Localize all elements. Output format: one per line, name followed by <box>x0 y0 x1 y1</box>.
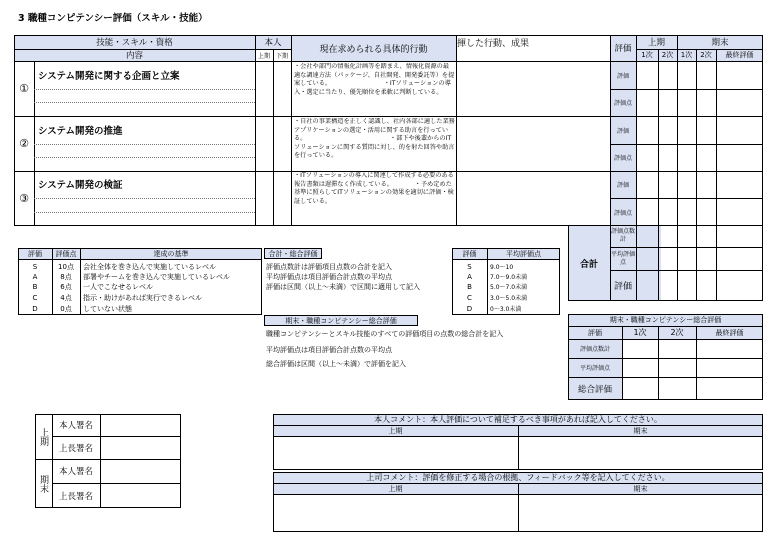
criteria-standard: 一人でこなせるレベル <box>83 282 153 291</box>
total-label: 合計 <box>579 259 598 270</box>
row-number: ② <box>19 137 29 150</box>
overall-title: 期末・職種コンピテンシー総合評価 <box>609 316 722 324</box>
self-comment-title: 本人コメント：本人評価について補足するべき事項があれば記入してください。 <box>374 415 662 424</box>
scale-header-eval: 評価 <box>462 249 477 258</box>
scale-header-avg: 平均評価点 <box>506 249 541 258</box>
overall-row-average: 平均評価点 <box>579 365 610 372</box>
self-comment-jouki-field[interactable] <box>274 437 517 469</box>
header-evaluation: 評価 <box>614 44 632 54</box>
overall-row-points: 評価点数計 <box>579 346 610 353</box>
row-eval-label: 評価 <box>616 72 629 80</box>
row-title: システム開発に関する企画と立案 <box>38 71 180 82</box>
sign-jouki: 上期 <box>38 427 48 446</box>
boss-comment-jouki-field[interactable] <box>274 495 517 531</box>
sign-boss-label: 上長署名 <box>58 443 93 454</box>
header-first-half: 上期 <box>257 52 270 60</box>
scale-grade: D <box>466 304 473 313</box>
sign-boss-label: 上長署名 <box>58 491 93 502</box>
boss-comment-title: 上司コメント：評価を修正する場合の根拠、フィードバック等を記入してください。 <box>366 473 670 482</box>
criteria-grade: C <box>32 293 38 302</box>
header-ji2-matsu: 2次 <box>700 51 712 59</box>
scale-grade: A <box>467 272 472 281</box>
criteria-grade: D <box>32 304 38 313</box>
row-description: ・会社や部門の情報化計画等を踏まえ、情報化資源の最適な調達方法（パッケージ、自社開発、開発委託等）を提案している。 ・ITソリューションの導入・選定に当たり、優先順位を柔軟に判断している。 <box>294 63 455 96</box>
self-comment-matsu: 期末 <box>633 426 648 435</box>
header-ji2-jouki: 2次 <box>661 51 674 59</box>
sign-boss-field[interactable] <box>101 437 180 459</box>
overall-header-ji1: 1次 <box>633 328 647 337</box>
total-eval-line: 平均評価点は項目評価合計点数の平均点 <box>266 273 392 281</box>
row-title: システム開発の推進 <box>38 126 123 137</box>
criteria-points: 8点 <box>60 272 72 281</box>
header-second-half: 下期 <box>275 52 288 60</box>
row-number: ③ <box>19 192 29 205</box>
sign-self-label: 本人署名 <box>58 467 93 477</box>
period-comp-line: 職種コンピテンシーとスキル技能のすべての評価項目の点数の総合計を記入 <box>266 329 504 338</box>
period-comp-title: 期末・職種コンピテンシー総合評価 <box>285 316 397 325</box>
criteria-standard: していない状態 <box>83 304 132 313</box>
row-score-label: 評価点 <box>613 155 632 162</box>
criteria-standard: 指示・助けがあれば実行できるレベル <box>83 293 202 302</box>
scale-range: 3.0〜5.0未満 <box>490 295 528 302</box>
total-evaluation: 評価 <box>613 282 632 292</box>
row-eval-label: 評価 <box>616 127 629 135</box>
scale-grade: C <box>467 293 472 302</box>
header-self: 本人 <box>264 38 282 48</box>
overall-row-total: 総合評価 <box>577 384 612 395</box>
total-points: 評価点数計 <box>610 228 635 243</box>
sign-self-label: 本人署名 <box>58 421 93 431</box>
overall-header-eval: 評価 <box>588 328 602 337</box>
boss-comment-jouki: 上期 <box>388 484 403 493</box>
row-title: システム開発の検証 <box>38 180 123 191</box>
sign-self-field[interactable] <box>101 460 180 483</box>
header-required-action: 現在求められる具体的行動 <box>319 44 428 55</box>
criteria-points: 4点 <box>60 293 72 302</box>
overall-header-final: 最終評価 <box>715 328 744 337</box>
criteria-grade: A <box>32 272 38 281</box>
header-ji1-jouki: 1次 <box>641 51 653 59</box>
scale-range: 7.0〜9.0未満 <box>490 274 528 281</box>
section-title: 3 職種コンピテンシー評価（スキル・技能） <box>18 13 208 24</box>
row-score-label: 評価点 <box>613 100 632 107</box>
self-comment-jouki: 上期 <box>388 426 403 435</box>
sign-boss-field[interactable] <box>101 484 180 508</box>
header-jouki: 上期 <box>647 38 665 48</box>
header-achieved-action: 揮した行動、成果 <box>457 38 530 49</box>
row-eval-label: 評価 <box>616 182 629 189</box>
scale-range: 9.0〜10 <box>490 264 514 271</box>
header-ji1-matsu: 1次 <box>680 51 693 59</box>
total-average: 平均評価点 <box>610 250 635 266</box>
header-content: 内容 <box>125 51 143 61</box>
criteria-points: 10点 <box>58 262 74 271</box>
total-eval-title: 合計・総合評価 <box>268 249 318 258</box>
period-comp-line: 総合評価は区間（以上～未満）で評価を記入 <box>266 359 406 368</box>
scale-range: 5.0〜7.0未満 <box>490 284 528 291</box>
criteria-header-standard: 達成の基準 <box>153 249 189 258</box>
overall-header-ji2: 2次 <box>670 328 684 337</box>
criteria-points: 6点 <box>60 282 72 291</box>
row-description: ・自社の事業構造を正しく認識し、社内各部に適した業務アプリケーションの選定・活用に関する助言を行っている。 ・部下や後輩からのITソリューションに関する質問に対し、的を射た回答や助言を行っている。 <box>294 118 455 160</box>
total-eval-line: 評価点数計は評価項目点数の合計を記入 <box>266 263 392 271</box>
self-comment-matsu-field[interactable] <box>519 437 762 469</box>
row-score-label: 評価点 <box>613 209 632 217</box>
sign-self-field[interactable] <box>101 415 180 436</box>
criteria-grade: S <box>32 262 38 271</box>
sign-matsu: 期末 <box>38 474 48 493</box>
header-matsu: 期末 <box>711 38 729 48</box>
row-description: ・ITソリューションの導入に関連して作成する必要のある報告書類は遅滞なく作成している。 ・予め定めた基準に照らしてITソリューションの効果を適切に評価・検証している。 <box>294 172 454 205</box>
header-skill: 技能・スキル・資格 <box>96 38 173 48</box>
scale-grade: S <box>467 262 472 271</box>
criteria-standard: 部署やチームを巻き込んで実施しているレベル <box>83 272 230 281</box>
boss-comment-matsu: 期末 <box>633 484 648 493</box>
scale-range: 0〜3.0未満 <box>490 306 522 313</box>
header-final: 最終評価 <box>725 51 754 59</box>
row-number: ① <box>19 82 29 95</box>
period-comp-line: 平均評価点は項目評価合計点数の平均点 <box>266 345 392 354</box>
scale-grade: B <box>467 282 472 291</box>
boss-comment-matsu-field[interactable] <box>519 495 762 531</box>
criteria-header-score: 評価点 <box>55 249 77 258</box>
criteria-standard: 会社全体を巻き込んで実施しているレベル <box>83 262 216 271</box>
criteria-grade: B <box>32 282 38 291</box>
total-eval-line: 評価は区間（以上～未満）で区間に適用して記入 <box>266 283 420 291</box>
criteria-header-eval: 評価 <box>28 249 42 258</box>
criteria-points: 0点 <box>60 304 72 313</box>
